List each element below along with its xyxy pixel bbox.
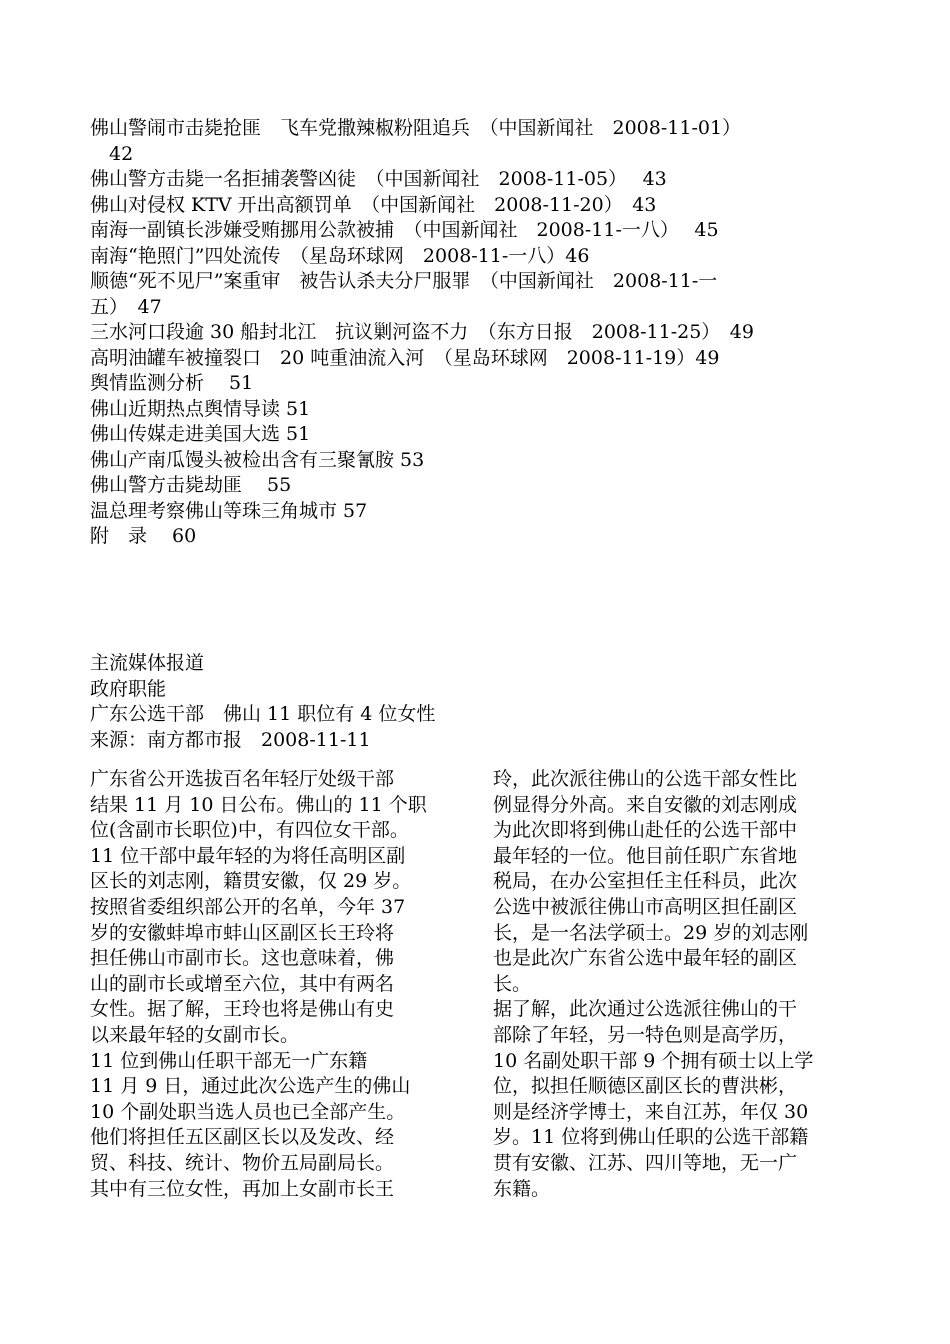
article-source: 来源：南方都市报 2008-11-11 [90, 728, 371, 751]
toc-entry: 南海一副镇长涉嫌受贿挪用公款被捕 （中国新闻社 2008-11-一八） 45 [90, 219, 719, 241]
category-heading: 政府职能 [90, 677, 167, 700]
body-line: 部除了年轻，另一特色则是高学历， [493, 1023, 798, 1046]
toc-entry: 高明油罐车被撞裂口 20 吨重油流入河 （星岛环球网 2008-11-19）49 [90, 346, 720, 369]
body-line: 位，拟担任顺德区副区长的曹洪彬， [493, 1075, 798, 1098]
toc-entry: 佛山警方击毙一名拒捕袭警凶徒 （中国新闻社 2008-11-05） 43 [90, 168, 667, 190]
body-line: 10 个副处职当选人员也已全部产生。 [90, 1100, 406, 1123]
toc-entry: 42 [90, 142, 134, 165]
body-line: 位(含副市长职位)中，有四位女干部。 [90, 819, 409, 842]
body-line: 11 月 9 日，通过此次公选产生的佛山 [90, 1075, 411, 1098]
table-of-contents [90, 116, 880, 550]
body-line: 按照省委组织部公开的名单，今年 37 [90, 895, 406, 918]
toc-entry: 舆情监测分析 51 [90, 372, 254, 394]
toc-entry: 佛山警闹市击毙抢匪 飞车党撒辣椒粉阻追兵 （中国新闻社 2008-11-01） [90, 117, 742, 139]
subheading: 11 位到佛山任职干部无一广东籍 [90, 1049, 368, 1072]
body-line: 贸、科技、统计、物价五局副局长。 [90, 1151, 395, 1174]
body-line: 据了解，此次通过公选派往佛山的干 [493, 998, 798, 1021]
toc-entry: 顺德“死不见尸”案重审 被告认杀夫分尸服罪 （中国新闻社 2008-11-一 [90, 270, 718, 292]
body-line: 也是此次广东省公选中最年轻的副区 [493, 947, 798, 970]
body-line: 担任佛山市副市长。这也意味着，佛 [90, 947, 395, 970]
toc-entry: 佛山近期热点舆情导读 51 [90, 397, 311, 420]
toc-entry: 三水河口段逾 30 船封北江 抗议剿河盗不力 （东方日报 2008-11-25） 49 [90, 321, 754, 343]
toc-entry: 佛山产南瓜馒头被检出含有三聚氰胺 53 [90, 448, 425, 471]
toc-entry: 温总理考察佛山等珠三角城市 57 [90, 499, 368, 522]
article-title: 广东公选干部 佛山 11 职位有 4 位女性 [90, 703, 436, 725]
body-line: 东籍。 [493, 1177, 551, 1200]
toc-entry: 佛山警方击毙劫匪 55 [90, 474, 292, 496]
toc-entry: 附 录 60 [90, 525, 197, 547]
toc-entry: 五） 47 [90, 295, 162, 318]
article-body-left-column [90, 767, 470, 1202]
body-line: 例显得分外高。来自安徽的刘志刚成 [493, 793, 798, 816]
body-line: 结果 11 月 10 日公布。佛山的 11 个职 [90, 793, 427, 816]
article-body-right-column [493, 767, 878, 1202]
body-line: 玲，此次派往佛山的公选干部女性比 [493, 768, 798, 790]
toc-entry: 南海“艳照门”四处流传 （星岛环球网 2008-11-一八）46 [90, 244, 590, 267]
body-line: 10 名副处职干部 9 个拥有硕士以上学 [493, 1049, 814, 1072]
body-line: 山的副市长或增至六位，其中有两名 [90, 972, 395, 995]
body-line: 最年轻的一位。他目前任职广东省地 [493, 844, 798, 867]
body-line: 11 位干部中最年轻的为将任高明区副 [90, 844, 406, 867]
body-line: 岁。11 位将到佛山任职的公选干部籍 [493, 1126, 809, 1149]
body-line: 广东省公开选拔百名年轻厅处级干部 [90, 768, 395, 790]
body-line: 岁的安徽蚌埠市蚌山区副区长王玲将 [90, 921, 395, 944]
body-line: 他们将担任五区副区长以及发改、经 [90, 1126, 395, 1149]
article-header [90, 651, 870, 753]
body-line: 其中有三位女性，再加上女副市长王 [90, 1177, 395, 1200]
toc-entry: 佛山传媒走进美国大选 51 [90, 423, 311, 445]
body-line: 则是经济学博士，来自江苏，年仅 30 [493, 1100, 809, 1123]
body-line: 长，是一名法学硕士。29 岁的刘志刚 [493, 921, 809, 944]
body-line: 长。 [493, 972, 532, 995]
body-line: 公选中被派往佛山市高明区担任副区 [493, 895, 798, 918]
body-line: 贯有安徽、江苏、四川等地，无一广 [493, 1151, 798, 1174]
body-line: 以来最年轻的女副市长。 [90, 1023, 300, 1046]
body-line: 税局，在办公室担任主任科员，此次 [493, 870, 798, 893]
section-heading: 主流媒体报道 [90, 652, 205, 674]
body-line: 为此次即将到佛山赴任的公选干部中 [493, 819, 798, 842]
toc-entry: 佛山对侵权 KTV 开出高额罚单 （中国新闻社 2008-11-20） 43 [90, 193, 657, 216]
body-line: 区长的刘志刚，籍贯安徽，仅 29 岁。 [90, 870, 412, 893]
body-line: 女性。据了解，王玲也将是佛山有史 [90, 998, 395, 1021]
